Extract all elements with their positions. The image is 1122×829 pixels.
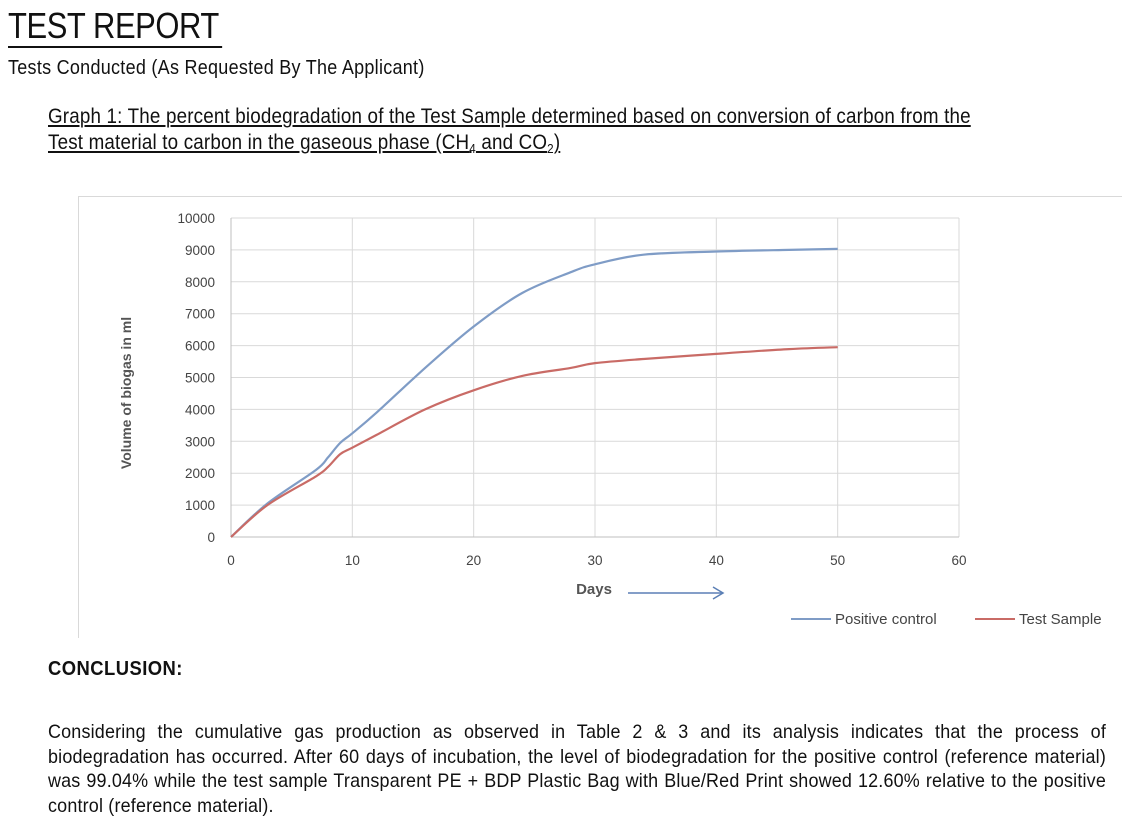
y-axis-ticks	[177, 211, 215, 545]
legend-item-positive-control	[791, 611, 937, 628]
x-tick-label: 40	[708, 553, 724, 568]
y-tick-label: 0	[207, 530, 215, 545]
conclusion-text: Considering the cumulative gas production as observed in Table 2 & 3 and its analysis indicates that the process of biodegradation has occurred. After 60 days of incubation, the level of biodegradation for the positive control (reference material) was 99.04% while the test sample Transparent PE + BDP Plastic Bag with Blue/Red Print showed 12.60% relative to the positive control (reference material).	[48, 721, 1106, 817]
graph-caption-line1: Graph 1: The percent biodegradation of the Test Sample determined based on conversion of carbon from the	[48, 105, 971, 128]
legend-label-positive-control: Positive control	[835, 611, 937, 628]
caption-sub-4: 4	[469, 141, 476, 156]
x-tick-label: 0	[227, 553, 235, 568]
report-title: TEST REPORT	[8, 6, 222, 48]
y-tick-label: 7000	[184, 306, 215, 322]
y-tick-label: 8000	[184, 274, 215, 290]
x-tick-label: 10	[344, 553, 360, 568]
conclusion-heading: CONCLUSION:	[48, 658, 183, 680]
legend-label-test-sample: Test Sample	[1019, 611, 1102, 628]
days-arrow-icon	[628, 587, 723, 599]
y-tick-label: 10000	[177, 211, 215, 226]
caption-sub-2: 2	[547, 141, 554, 156]
x-axis-ticks	[227, 553, 966, 568]
x-tick-label: 60	[951, 553, 967, 568]
x-tick-label: 30	[587, 553, 603, 568]
series-line-test-sample	[231, 347, 838, 537]
x-tick-label: 20	[466, 553, 482, 568]
y-tick-label: 6000	[184, 338, 215, 354]
graph-caption	[48, 104, 1086, 156]
x-tick-label: 50	[830, 553, 846, 568]
caption-part-b: and CO	[475, 131, 548, 154]
caption-part-c: )	[553, 131, 561, 154]
y-tick-label: 4000	[184, 402, 215, 418]
chart-frame	[78, 196, 1122, 638]
chart-legend	[791, 611, 1102, 628]
x-axis-label: Days	[576, 581, 612, 598]
y-axis-label: Volume of biogas in ml	[118, 316, 134, 470]
chart-series	[231, 249, 838, 537]
y-tick-label: 9000	[184, 242, 215, 258]
y-tick-label: 3000	[184, 434, 215, 450]
report-subtitle: Tests Conducted (As Requested By The Applicant)	[8, 57, 425, 79]
legend-item-test-sample	[975, 611, 1102, 628]
y-tick-label: 1000	[184, 498, 215, 514]
y-tick-label: 2000	[184, 466, 215, 482]
biogas-line-chart	[79, 197, 1122, 639]
series-line-positive-control	[231, 249, 838, 537]
y-tick-label: 5000	[184, 370, 215, 386]
caption-part-a: Test material to carbon in the gaseous phase (CH	[48, 131, 470, 154]
graph-caption-line2	[48, 130, 1086, 156]
chart-grid	[231, 218, 959, 537]
